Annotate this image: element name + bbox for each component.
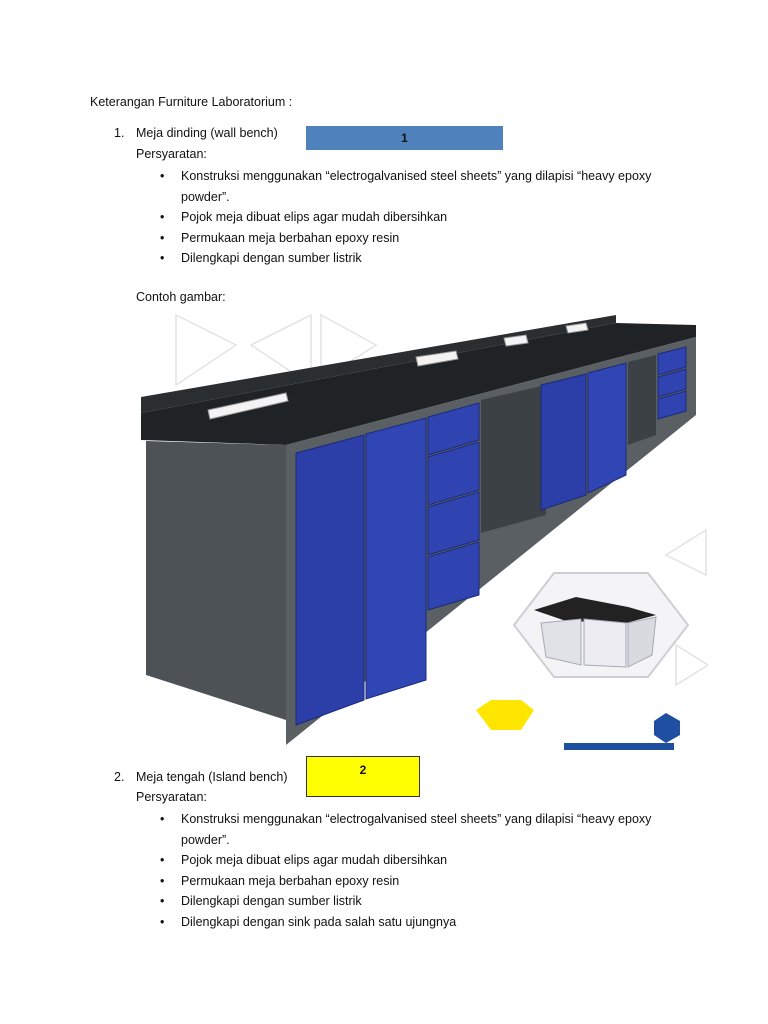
- cabinet-door: [366, 418, 426, 699]
- cabinet-door: [541, 374, 586, 510]
- cabinet-door: [588, 363, 626, 493]
- cabinet-door: [296, 435, 364, 725]
- drawer-stack: [428, 403, 479, 610]
- end-panel: [146, 441, 286, 720]
- drawer-stack: [658, 347, 686, 419]
- bullet-icon: •: [160, 230, 165, 245]
- blue-bar: [564, 743, 674, 750]
- example-label: Contoh gambar:: [136, 290, 226, 304]
- list-item: • Konstruksi menggunakan “electrogalvanised steel sheets” yang dilapisi “heavy epoxy powder”.: [160, 809, 680, 850]
- item-2-heading: [114, 770, 287, 784]
- list-item: • Pojok meja dibuat elips agar mudah dibersihkan: [160, 850, 680, 871]
- item-2-requirements-list: [160, 809, 680, 932]
- item-1-requirements-list: [160, 166, 680, 269]
- list-item: • Dilengkapi dengan sumber listrik: [160, 891, 680, 912]
- list-item: • Pojok meja dibuat elips agar mudah dibersihkan: [160, 207, 680, 228]
- bullet-icon: •: [160, 812, 165, 826]
- list-item: • Dilengkapi dengan sink pada salah satu ujungnya: [160, 912, 680, 933]
- list-item: • Dilengkapi dengan sumber listrik: [160, 248, 680, 269]
- label-box-1-text: 1: [401, 131, 408, 145]
- list-item: • Permukaan meja berbahan epoxy resin: [160, 228, 680, 249]
- bullet-icon: •: [160, 873, 165, 888]
- list-item: • Konstruksi menggunakan “electrogalvanised steel sheets” yang dilapisi “heavy epoxy powder”.: [160, 166, 680, 207]
- label-box-2: [306, 756, 420, 797]
- bullet-icon: •: [160, 853, 165, 867]
- yellow-hexagon: [476, 700, 534, 730]
- bullet-icon: •: [160, 894, 165, 908]
- bullet-icon: •: [160, 251, 165, 265]
- wall-bench-photo: [136, 305, 708, 750]
- blue-hexagon: [654, 713, 680, 743]
- bullet-icon: •: [160, 169, 165, 183]
- item-1-heading: [114, 126, 278, 140]
- page-title: Keterangan Furniture Laboratorium :: [90, 95, 293, 109]
- label-box-2-text: 2: [359, 763, 367, 777]
- label-box-1: [306, 126, 503, 150]
- item-1-number: 1.: [114, 126, 125, 140]
- item-1-requirements-label: Persyaratan:: [136, 147, 207, 161]
- bullet-icon: •: [160, 914, 165, 929]
- bullet-icon: •: [160, 210, 165, 224]
- item-2-number: 2.: [114, 770, 125, 784]
- item-2-title: Meja tengah (Island bench): [136, 770, 288, 784]
- list-item: • Permukaan meja berbahan epoxy resin: [160, 871, 680, 892]
- corner-cabinet-inset: [514, 573, 688, 677]
- item-2-requirements-label: Persyaratan:: [136, 790, 207, 804]
- item-1-title: Meja dinding (wall bench): [136, 126, 278, 140]
